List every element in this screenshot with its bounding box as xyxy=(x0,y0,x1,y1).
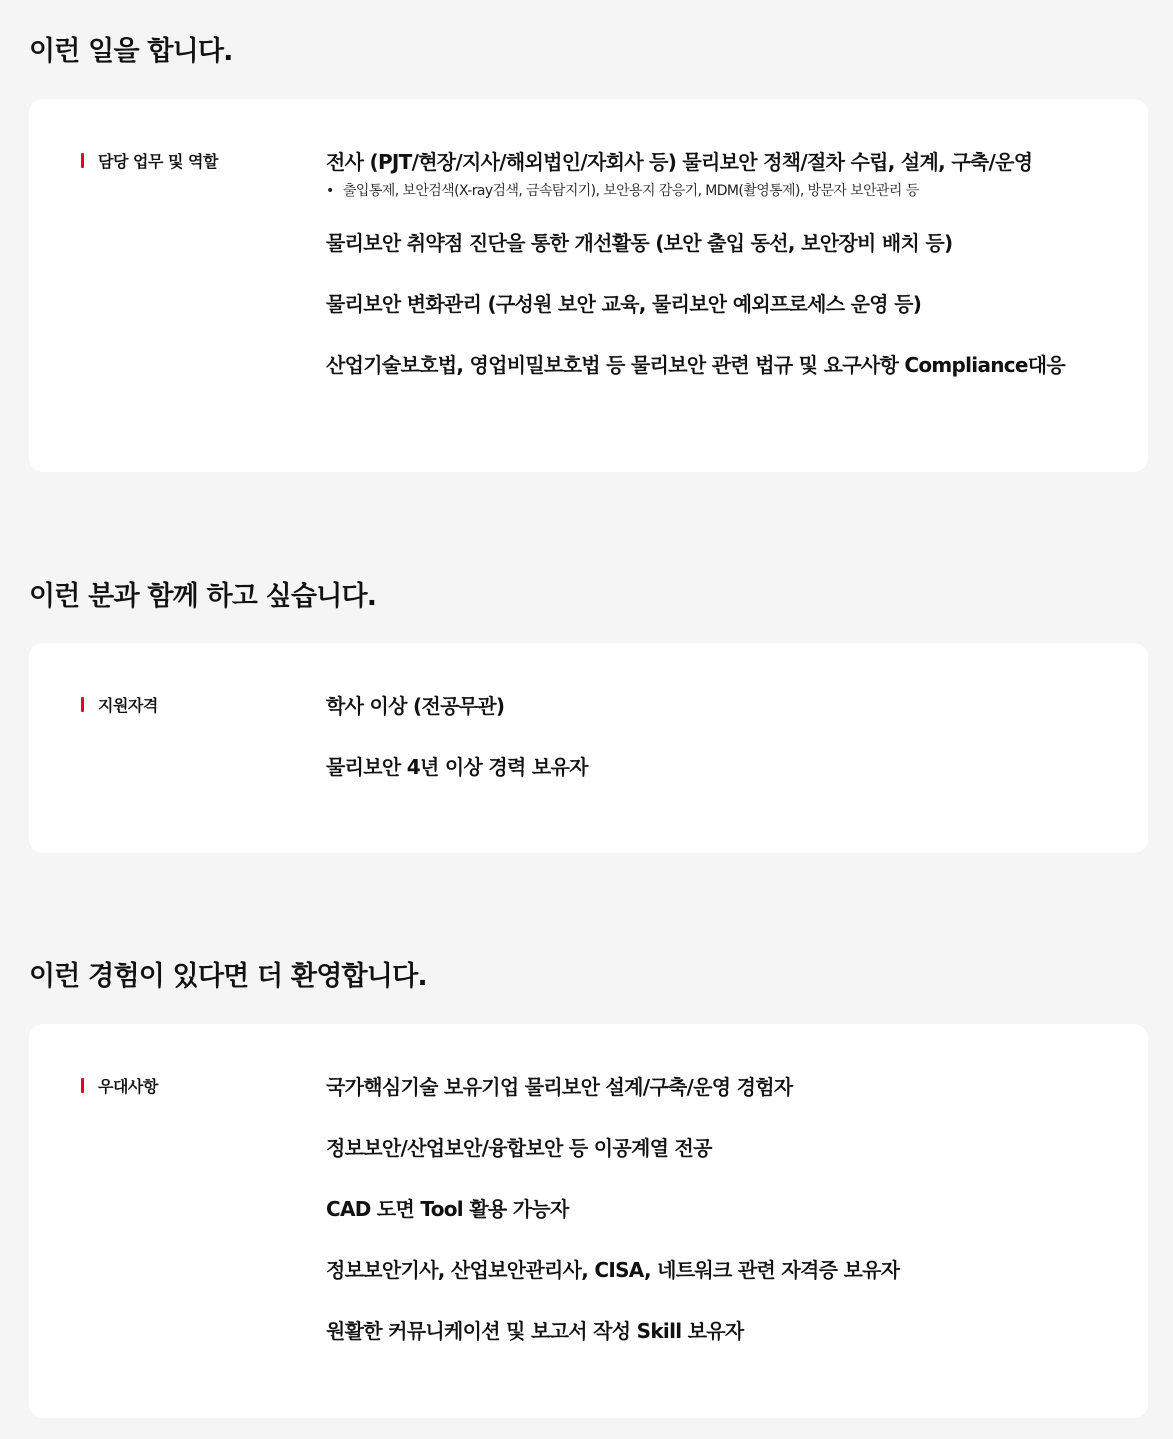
qualifications-label-text: 지원자격 xyxy=(98,695,158,715)
section-title-duties: 이런 일을 합니다. xyxy=(29,36,233,67)
preference-item: 국가핵심기술 보유기업 물리보안 설계/구축/운영 경험자 xyxy=(326,1075,793,1099)
section-title-qualifications: 이런 분과 함께 하고 싶습니다. xyxy=(29,581,377,612)
duties-card xyxy=(29,99,1148,472)
preferences-list xyxy=(326,1072,899,1346)
preference-item: CAD 도면 Tool 활용 가능자 xyxy=(326,1197,569,1221)
duty-sub-item xyxy=(326,181,1065,201)
duties-list xyxy=(326,147,1065,380)
qualification-item: 물리보안 4년 이상 경력 보유자 xyxy=(326,755,588,779)
preference-item: 정보보안기사, 산업보안관리사, CISA, 네트워크 관련 자격증 보유자 xyxy=(326,1258,900,1282)
duty-item: 물리보안 변화관리 (구성원 보안 교육, 물리보안 예외프로세스 운영 등) xyxy=(326,292,922,316)
preference-item: 원활한 커뮤니케이션 및 보고서 작성 Skill 보유자 xyxy=(326,1319,744,1343)
duty-item xyxy=(326,147,1065,201)
preferences-label-text: 우대사항 xyxy=(98,1076,158,1096)
label-accent-bar xyxy=(81,153,84,168)
duties-label xyxy=(81,149,218,171)
duty-sub-item-text: 출입통제, 보안검색(X-ray검색, 금속탐지기), 보안용지 감응기, MDM(촬영통제), 방문자 보안관리 등 xyxy=(343,183,919,199)
preferences-card xyxy=(29,1024,1148,1418)
duty-sub-list xyxy=(326,181,1065,201)
qualifications-card xyxy=(29,643,1148,853)
preference-item: 정보보안/산업보안/융합보안 등 이공계열 전공 xyxy=(326,1136,712,1160)
duty-item: 물리보안 취약점 진단을 통한 개선활동 (보안 출입 동선, 보안장비 배치 등) xyxy=(326,231,953,255)
section-title-preferences: 이런 경험이 있다면 더 환영합니다. xyxy=(29,961,427,992)
label-accent-bar xyxy=(81,697,84,712)
qualifications-list xyxy=(326,691,588,782)
bullet-icon: • xyxy=(326,183,334,199)
qualification-item: 학사 이상 (전공무관) xyxy=(326,694,505,718)
duties-label-text: 담당 업무 및 역할 xyxy=(98,151,218,171)
preferences-label xyxy=(81,1074,158,1096)
qualifications-label xyxy=(81,693,158,715)
duty-item-text: 전사 (PJT/현장/지사/해외법인/자회사 등) 물리보안 정책/절차 수립, 설계, 구축/운영 xyxy=(326,150,1033,174)
label-accent-bar xyxy=(81,1078,84,1093)
duty-item: 산업기술보호법, 영업비밀보호법 등 물리보안 관련 법규 및 요구사항 Compliance대응 xyxy=(326,353,1066,377)
